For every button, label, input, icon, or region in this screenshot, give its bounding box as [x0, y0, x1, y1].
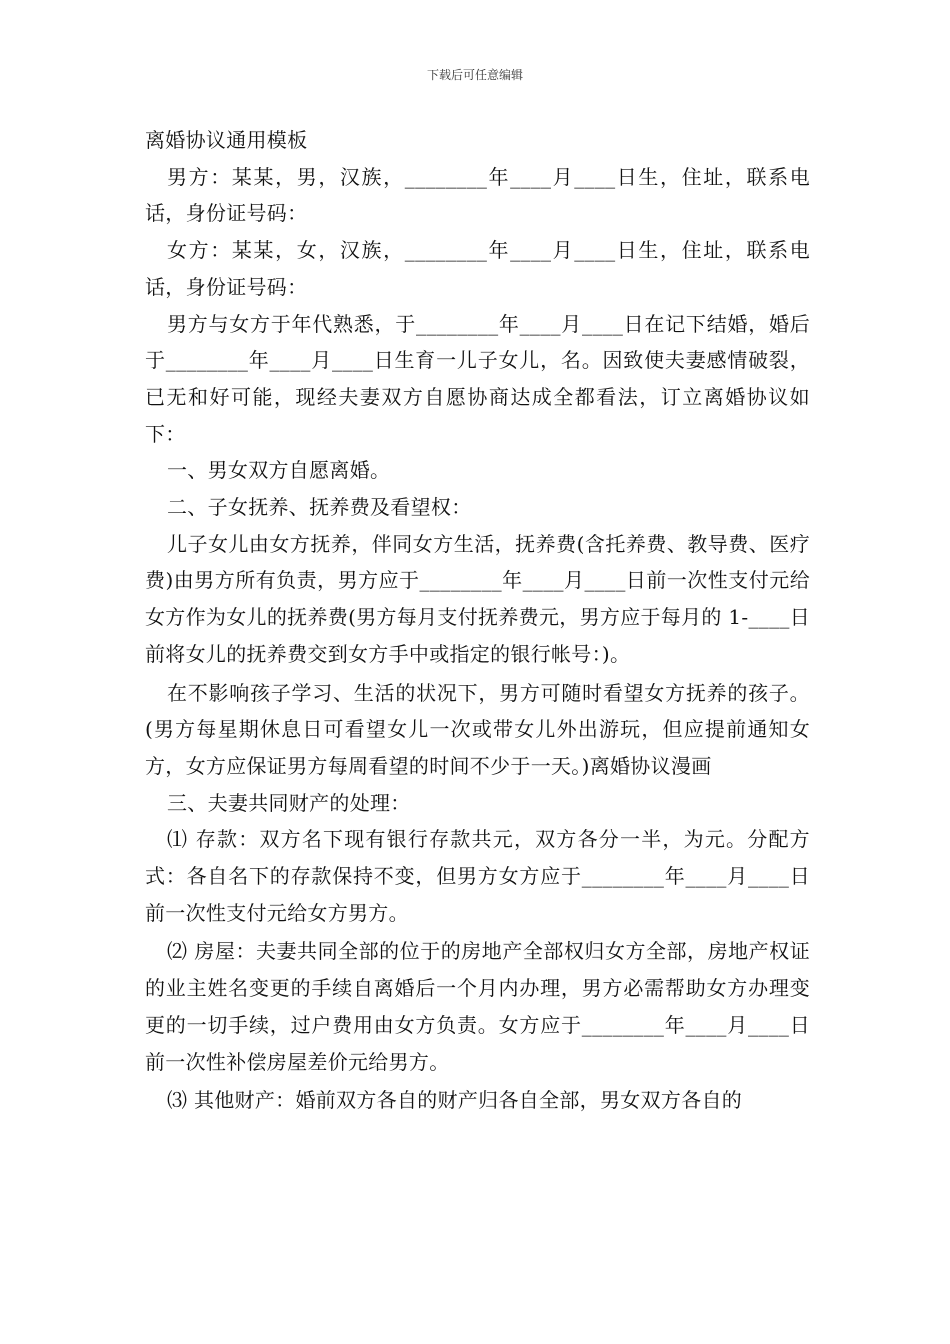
- paragraph-visitation: 在不影响孩子学习、生活的状况下，男方可随时看望女方抚养的孩子。(男方每星期休息日可看望女儿一次或带女儿外出游玩，但应提前通知女方，女方应保证男方每周看望的时间不少于一天。)离婚协议漫画: [145, 680, 810, 778]
- document-body: [145, 122, 810, 1119]
- paragraph-other-property: ⑶ 其他财产：婚前双方各自的财产归各自全部，男女双方各自的: [167, 1088, 743, 1113]
- page-header-note: 下载后可任意编辑: [426, 68, 523, 82]
- paragraph-house: ⑵ 房屋：夫妻共同全部的位于的房地产全部权归女方全部，房地产权证的业主姓名变更的手续自离婚后一个月内办理，男方必需帮助女方办理变更的一切手续，过户费用由女方负责。女方应于________年____月____日前一次性补偿房屋差价元给男方。: [145, 939, 810, 1074]
- clause-1: 一、男女双方自愿离婚。: [167, 458, 391, 483]
- paragraph-female-party: 女方：某某，女，汉族，________年____月____日生，住址，联系电话，身份证号码：: [145, 238, 810, 299]
- paragraph-savings: ⑴ 存款：双方名下现有银行存款共元，双方各分一半，为元。分配方式：各自名下的存款保持不变，但男方女方应于________年____月____日前一次性支付元给女方男方。: [145, 827, 810, 925]
- clause-3-heading: 三、夫妻共同财产的处理：: [167, 790, 411, 815]
- document-title: 离婚协议通用模板: [145, 128, 308, 152]
- paragraph-child-support: 儿子女儿由女方抚养，伴同女方生活，抚养费(含托养费、教导费、医疗费)由男方所有负责，男方应于________年____月____日前一次性支付元给女方作为女儿的抚养费(男方每月支付抚养费元，男方应于每月的 1-____日前将女儿的抚养费交到女方手中或指定的银行帐号：)。: [145, 531, 810, 666]
- clause-2-heading: 二、子女抚养、抚养费及看望权：: [167, 495, 472, 520]
- paragraph-background: 男方与女方于年代熟悉，于________年____月____日在记下结婚，婚后于________年____月____日生育一儿子女儿，名。因致使夫妻感情破裂，已无和好可能，现经夫妻双方自愿协商达成全都看法，订立离婚协议如下：: [145, 311, 810, 446]
- paragraph-male-party: 男方：某某，男，汉族，________年____月____日生，住址，联系电话，身份证号码：: [145, 164, 810, 226]
